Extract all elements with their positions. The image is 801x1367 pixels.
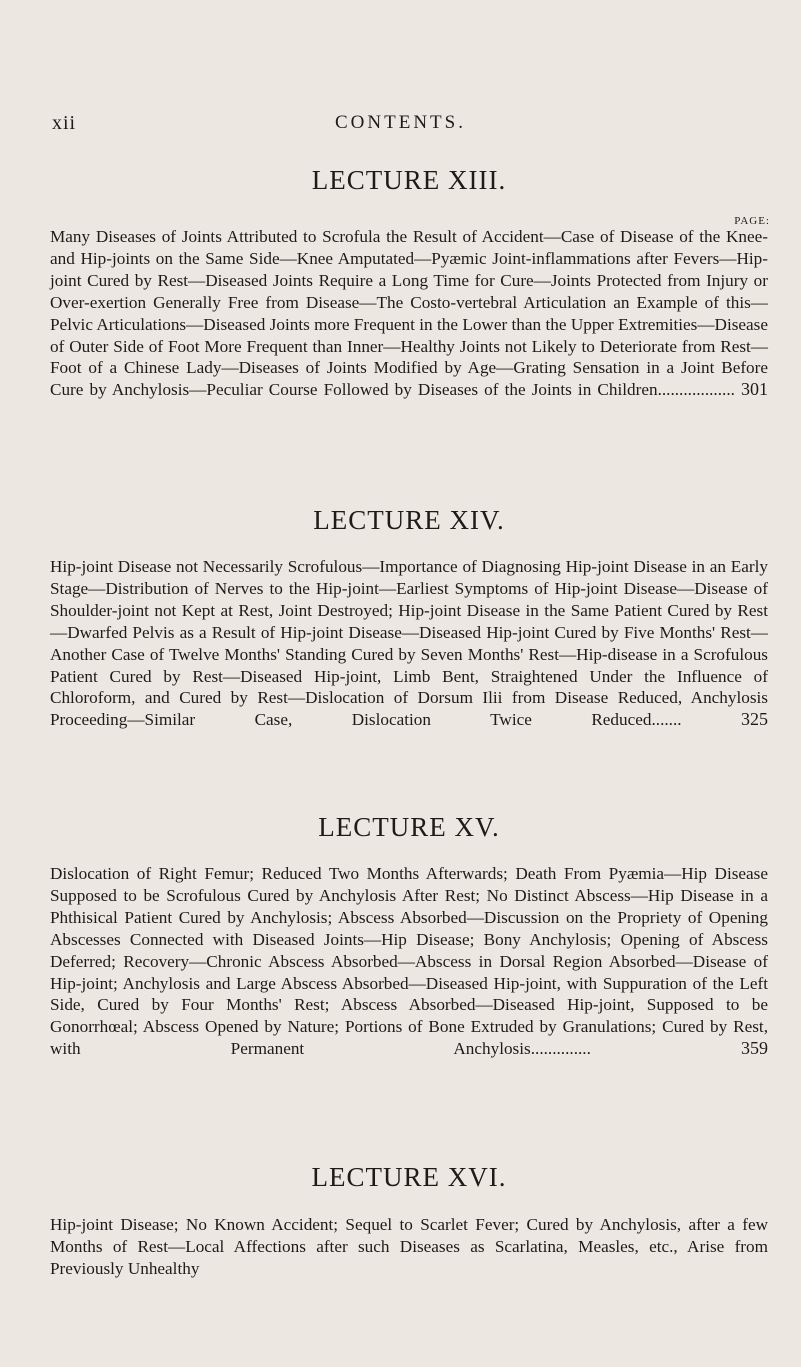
lecture-title: LECTURE XIV. bbox=[313, 505, 505, 535]
lecture-xiii-entry bbox=[50, 165, 768, 401]
dot-leader: .................. bbox=[657, 380, 735, 400]
page-number: 359 bbox=[741, 1038, 769, 1059]
summary-text: Many Diseases of Joints Attributed to Scrofula the Result of Accident—Case of Disease of the Knee- and Hip-joints on the Same Side—Knee Amputated—Pyæmic Joint-inflammations after Fevers—Hip-joint Cured by Rest—Diseased Joints Require a Long Time for Cure—Joints Protected from Injury or Over-exertion Generally Free from Disease—The Costo-vertebral Articulation an Example of this—Pelvic Articulations—Diseased Joints more Frequent in the Lower than the Upper Extremities—Disease of Outer Side of Foot More Frequent than Inner—Healthy Joints not Likely to Deteriorate from Rest—Foot of a Chinese Lady—Diseases of Joints Modified by Age—Grating Sensation in a Joint Before Cure by Anchylosis—Peculiar Course Followed by Diseases of the Joints in Children bbox=[50, 227, 768, 400]
lecture-xvi-entry bbox=[50, 1162, 768, 1280]
lecture-summary bbox=[50, 226, 768, 401]
lecture-title: LECTURE XV. bbox=[318, 812, 500, 842]
running-head bbox=[0, 112, 801, 136]
lecture-xiv-entry bbox=[50, 505, 768, 731]
lecture-summary bbox=[50, 863, 768, 1060]
lecture-title: LECTURE XIII. bbox=[311, 165, 507, 195]
lecture-xv-entry bbox=[50, 812, 768, 1060]
dot-leader: ....... bbox=[651, 710, 682, 730]
page-number: 325 bbox=[741, 709, 769, 730]
dot-leader: .............. bbox=[530, 1039, 591, 1059]
page-number: 301 bbox=[741, 379, 769, 400]
summary-text: Hip-joint Disease not Necessarily Scrofulous—Importance of Diagnosing Hip-joint Disease in an Early Stage—Distribution of Nerves to the Hip-joint—Earliest Symptoms of Hip-joint Disease—Disease of Shoulder-joint not Kept at Rest, Joint Destroyed; Hip-joint Disease in the Same Patient Cured by Rest—Dwarfed Pelvis as a Result of Hip-joint Disease—Diseased Hip-joint Cured by Five Months' Rest—Another Case of Twelve Months' Standing Cured by Seven Months' Rest—Hip-disease in a Scrofulous Patient Cured by Rest—Diseased Hip-joint, Limb Bent, Straightened Under the Influence of Chloroform, and Cured by Rest—Dislocation of Dorsum Ilii from Disease Reduced, Anchylosis Proceeding—Similar Case, Dislocation Twice Reduced bbox=[50, 557, 768, 730]
summary-text: Dislocation of Right Femur; Reduced Two Months Afterwards; Death From Pyæmia—Hip Disease Supposed to be Scrofulous Cured by Anchylosis After Rest; No Distinct Abscess—Hip Disease in a Phthisical Patient Cured by Anchylosis; Abscess Absorbed—Discussion on the Propriety of Opening Abscesses Connected with Diseased Joints—Hip Disease; Bony Anchylosis; Opening of Abscess Deferred; Recovery—Chronic Abscess Absorbed—Abscess in Dorsal Region Absorbed—Disease of Hip-joint; Anchylosis and Large Abscess Absorbed—Diseased Hip-joint, with Suppuration of the Left Side, Cured by Four Months' Rest; Abscess Absorbed—Diseased Hip-joint, Supposed to be Gonorrhœal; Abscess Opened by Nature; Portions of Bone Extruded by Granulations; Cured by Rest, with Permanent Anchylosis bbox=[50, 864, 768, 1059]
page-folio: xii bbox=[52, 112, 77, 134]
summary-text: Hip-joint Disease; No Known Accident; Sequel to Scarlet Fever; Cured by Anchylosis, after a few Months of Rest—Local Affections after such Diseases as Scarlatina, Measles, etc., Arise from Previously Unhealthy bbox=[50, 1215, 768, 1278]
lecture-summary bbox=[50, 556, 768, 731]
lecture-summary bbox=[50, 1214, 768, 1280]
lecture-title: LECTURE XVI. bbox=[311, 1162, 507, 1192]
running-title: CONTENTS. bbox=[335, 112, 466, 133]
page-column-label: PAGE: bbox=[734, 215, 770, 227]
